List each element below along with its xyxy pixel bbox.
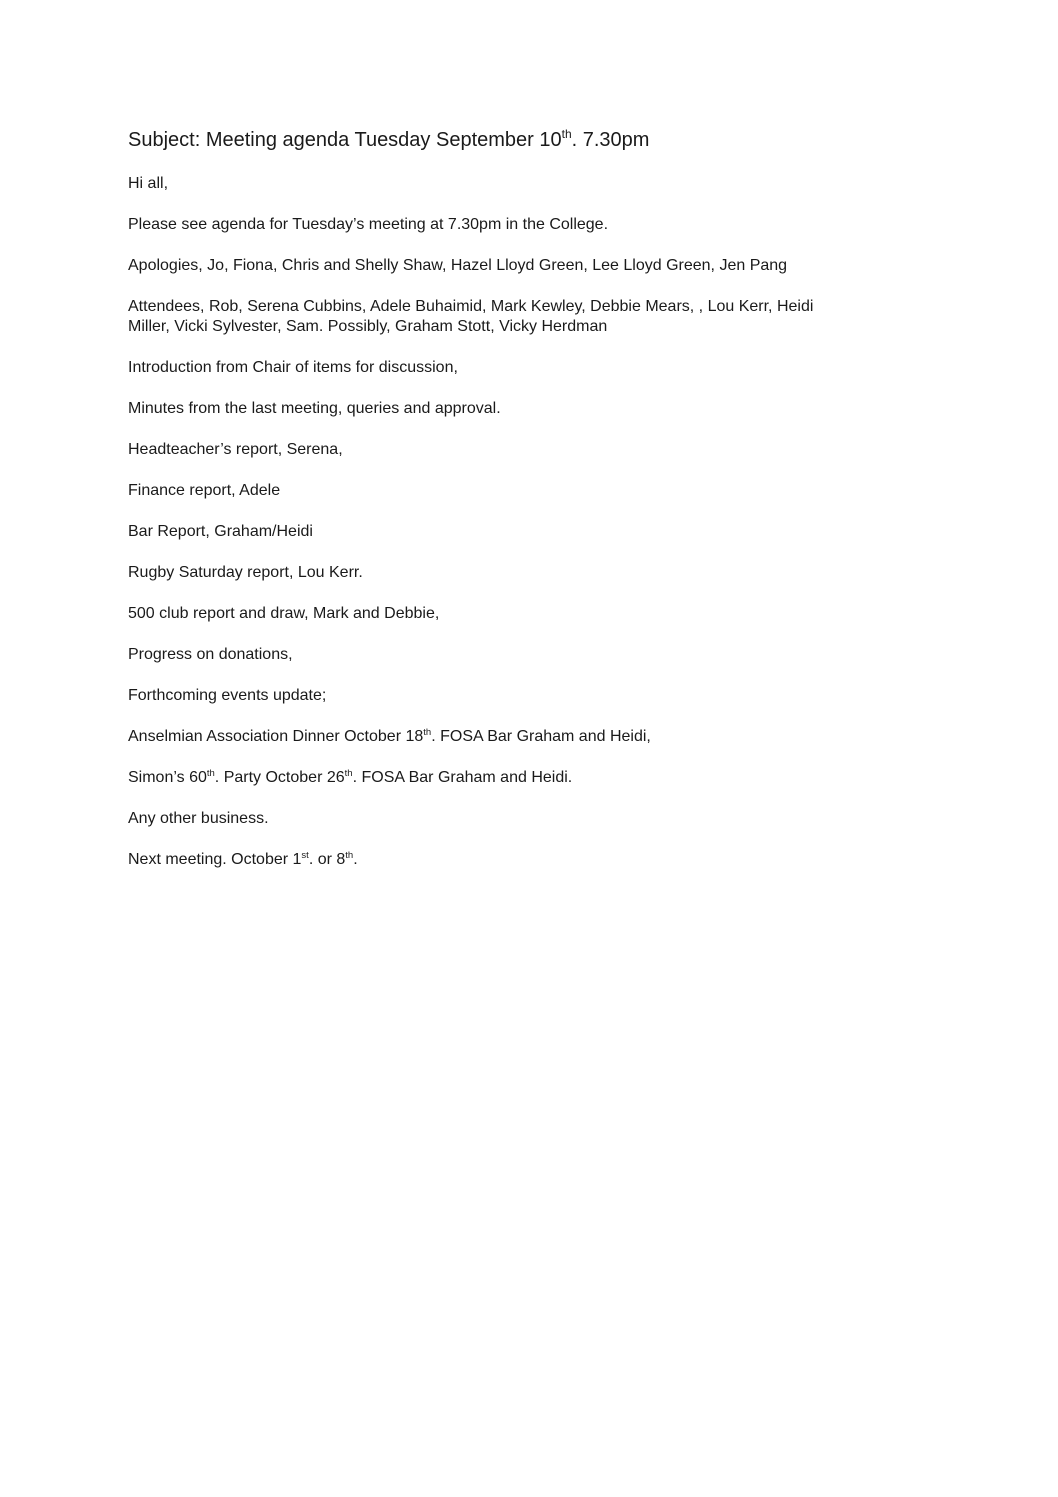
greeting: Hi all, (128, 175, 169, 192)
apologies-paragraph: Apologies, Jo, Fiona, Chris and Shelly Shaw, Hazel Lloyd Green, Lee Lloyd Green, Jen Pang (128, 257, 788, 274)
intro-paragraph: Please see agenda for Tuesday’s meeting at 7.30pm in the College. (128, 216, 609, 233)
agenda-item-headteacher-report: Headteacher’s report, Serena, (128, 441, 343, 458)
ordinal-suffix: th (206, 768, 215, 779)
ordinal-suffix: th (344, 768, 353, 779)
event-simon-party (128, 768, 918, 788)
subject-text: Subject: Meeting agenda Tuesday September 10 (128, 129, 562, 151)
agenda-item-forthcoming-events: Forthcoming events update; (128, 687, 327, 704)
agenda-item-any-other-business: Any other business. (128, 810, 269, 827)
agenda-item-introduction: Introduction from Chair of items for discussion, (128, 359, 458, 376)
ordinal-suffix: st (301, 850, 309, 861)
subject-time: . 7.30pm (571, 129, 650, 151)
agenda-item-next-meeting (128, 850, 918, 870)
agenda-item-donations: Progress on donations, (128, 646, 293, 663)
ordinal-suffix: th (345, 850, 354, 861)
agenda-body (128, 126, 918, 891)
event-simon-bar: . FOSA Bar Graham and Heidi. (352, 769, 573, 786)
event-simon-date: . Party October 26 (214, 769, 345, 786)
event-anselmian-text: Anselmian Association Dinner October 18 (128, 728, 424, 745)
subject-line (128, 126, 918, 154)
subject-ordinal-suffix: th (561, 127, 572, 141)
agenda-item-finance-report: Finance report, Adele (128, 482, 281, 499)
event-anselmian-dinner (128, 727, 918, 747)
event-anselmian-bar: . FOSA Bar Graham and Heidi, (431, 728, 651, 745)
next-meeting-text: Next meeting. October 1 (128, 851, 302, 868)
agenda-item-rugby-report: Rugby Saturday report, Lou Kerr. (128, 564, 363, 581)
event-simon-text: Simon’s 60 (128, 769, 207, 786)
agenda-item-bar-report: Bar Report, Graham/Heidi (128, 523, 313, 540)
attendees-line-2: Miller, Vicki Sylvester, Sam. Possibly, Graham Stott, Vicky Herdman (128, 318, 608, 335)
attendees-paragraph (128, 297, 918, 337)
attendees-line-1: Attendees, Rob, Serena Cubbins, Adele Buhaimid, Mark Kewley, Debbie Mears, , Lou Kerr, Heidi (128, 298, 814, 315)
agenda-item-minutes: Minutes from the last meeting, queries and approval. (128, 400, 501, 417)
next-meeting-or: . or 8 (308, 851, 346, 868)
agenda-item-500-club: 500 club report and draw, Mark and Debbie, (128, 605, 440, 622)
ordinal-suffix: th (423, 727, 432, 738)
next-meeting-end: . (353, 851, 358, 868)
